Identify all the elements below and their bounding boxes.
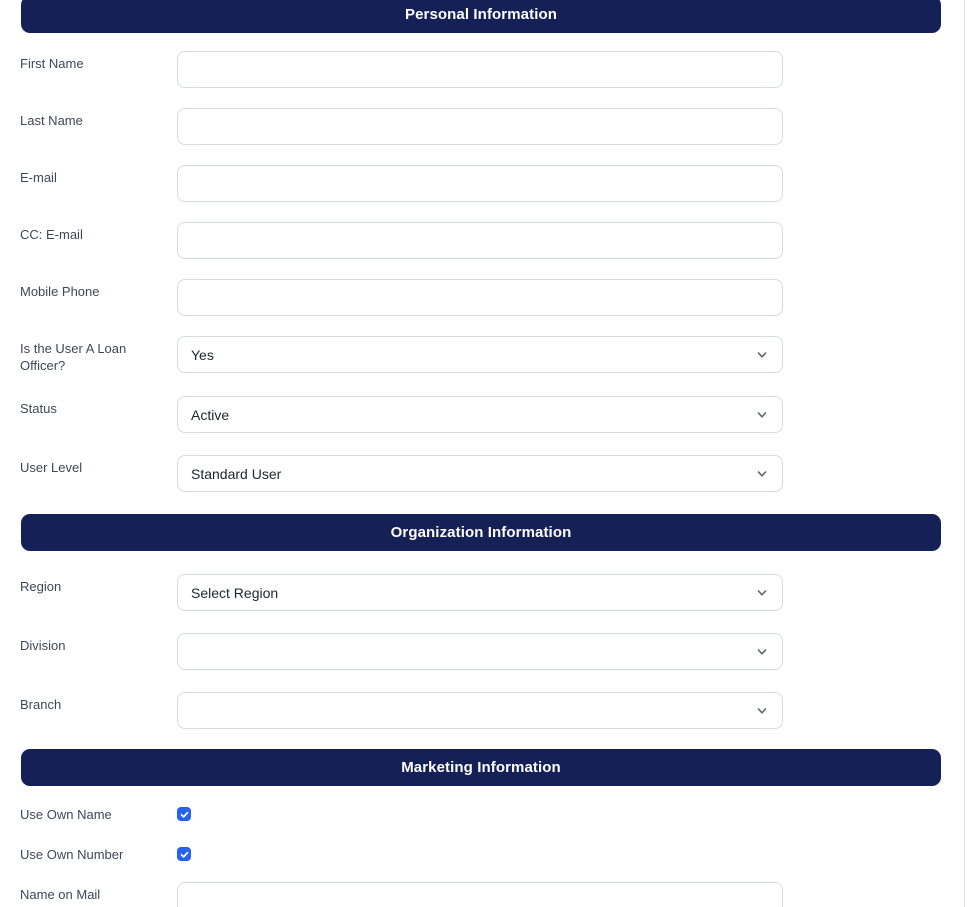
use-own-number-checkbox[interactable] [177,847,191,861]
division-select[interactable] [177,633,783,670]
email-label: E-mail [20,170,57,185]
field-user-level [20,455,947,492]
loan-officer-select[interactable] [177,336,783,373]
region-selected-value: Select Region [191,584,279,601]
field-region [20,574,947,611]
field-name-on-mail [20,882,947,907]
chevron-down-icon [755,408,769,422]
cc-email-label: CC: E-mail [20,227,83,242]
first-name-input[interactable] [177,51,783,88]
branch-select[interactable] [177,692,783,729]
section-header-personal-information [21,0,941,33]
first-name-label: First Name [20,56,84,71]
name-on-mail-label: Name on Mail [20,887,101,902]
loan-officer-selected-value: Yes [191,346,214,363]
field-use-own-name [20,806,947,822]
region-label: Region [20,579,62,594]
chevron-down-icon [755,586,769,600]
use-own-name-checkbox[interactable] [177,807,191,821]
email-input[interactable] [177,165,783,202]
section-title: Personal Information [404,6,558,23]
user-level-label: User Level [20,460,83,475]
mobile-phone-input[interactable] [177,279,783,316]
use-own-name-label: Use Own Name [20,806,112,822]
field-email [20,165,947,202]
region-select[interactable] [177,574,783,611]
status-selected-value: Active [191,406,230,423]
section-title: Organization Information [390,524,572,541]
field-first-name [20,51,947,88]
field-cc-email [20,222,947,259]
check-icon [179,849,190,860]
chevron-down-icon [755,704,769,718]
user-level-select[interactable] [177,455,783,492]
field-use-own-number [20,846,947,862]
chevron-down-icon [755,467,769,481]
last-name-input[interactable] [177,108,783,145]
field-status [20,396,947,433]
right-edge-divider [964,0,965,907]
use-own-number-label: Use Own Number [20,846,124,862]
chevron-down-icon [755,348,769,362]
section-title: Marketing Information [401,759,561,776]
loan-officer-label: Is the User A Loan Officer? [20,341,127,373]
division-label: Division [20,638,66,653]
field-branch [20,692,947,729]
section-header-marketing-information [21,749,941,786]
branch-label: Branch [20,697,62,712]
name-on-mail-input[interactable] [177,882,783,907]
field-mobile-phone [20,279,947,316]
check-icon [179,809,190,820]
field-division [20,633,947,670]
section-header-organization-information [21,514,941,551]
status-label: Status [20,401,57,416]
field-loan-officer [20,336,947,374]
last-name-label: Last Name [20,113,83,128]
cc-email-input[interactable] [177,222,783,259]
user-level-selected-value: Standard User [191,465,282,482]
chevron-down-icon [755,645,769,659]
status-select[interactable] [177,396,783,433]
mobile-phone-label: Mobile Phone [20,284,100,299]
field-last-name [20,108,947,145]
